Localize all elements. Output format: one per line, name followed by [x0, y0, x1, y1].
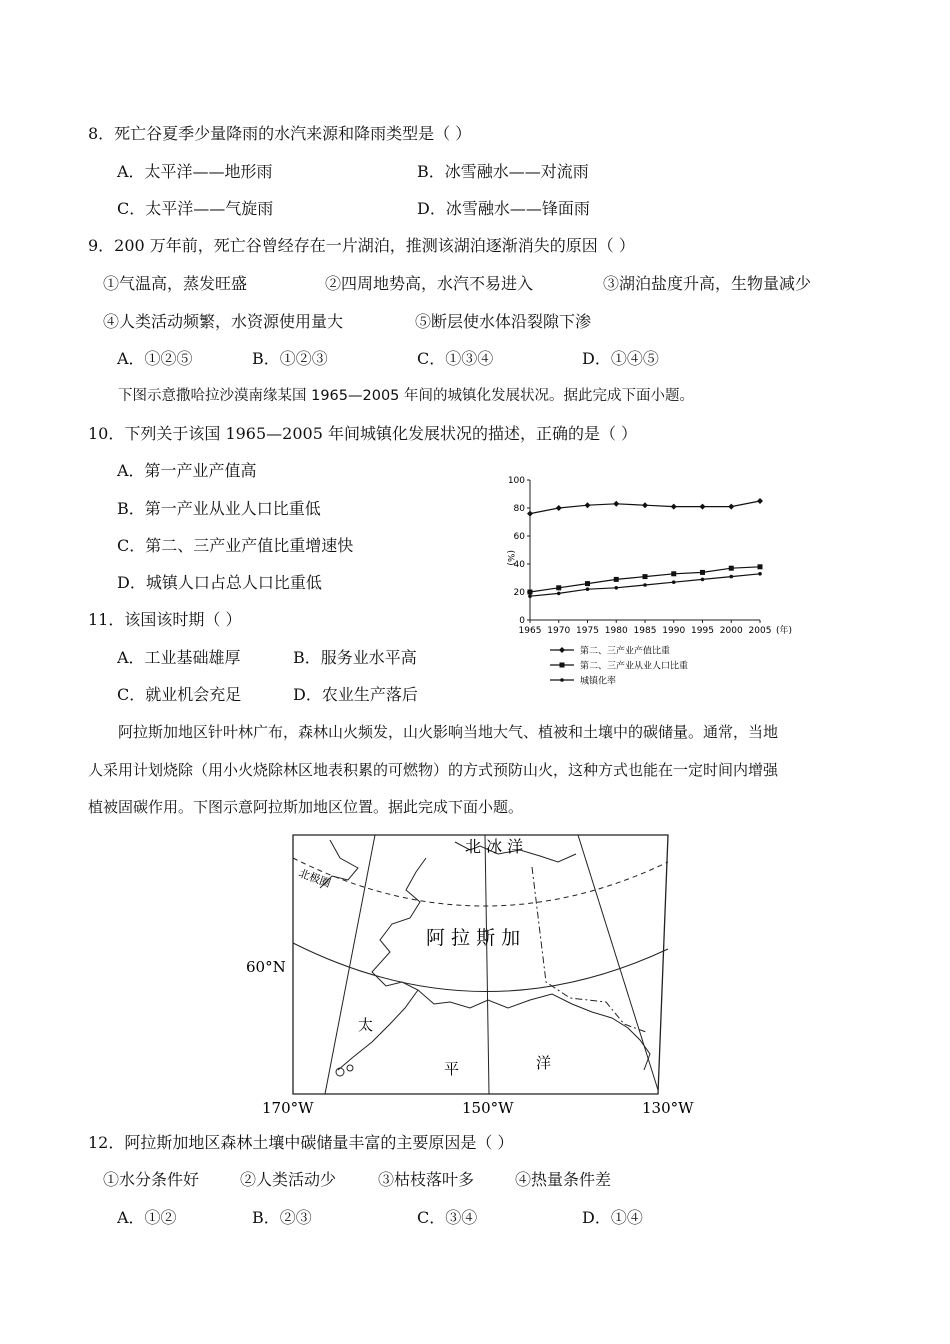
q9-item-4: ④人类活动频繁，水资源使用量大: [103, 312, 344, 331]
label-150w: 150°W: [462, 1099, 514, 1117]
q9-option-b: B．①②③: [252, 349, 328, 368]
border-line: [532, 867, 646, 1032]
islands: [336, 1068, 344, 1076]
q11-stem: 11．该国该时期（ ）: [88, 610, 242, 629]
data-point-2: [729, 575, 733, 579]
q12-item-1: ①水分条件好: [103, 1170, 200, 1189]
data-point-2: [701, 578, 705, 582]
x-tick-label: 1990: [662, 626, 686, 636]
intro-10: 下图示意撒哈拉沙漠南缘某国 1965—2005 年间的城镇化发展状况。据此完成下面小题。: [118, 388, 695, 404]
data-point-2: [758, 572, 762, 576]
q11-option-c: C．就业机会充足: [117, 685, 242, 704]
q12-option-c: C．③④: [417, 1208, 478, 1227]
x-tick-label: 1965: [518, 626, 542, 636]
q9-option-d: D．①④⑤: [582, 349, 659, 368]
legend-label-1: 第二、三产业从业人口比重: [580, 661, 689, 672]
q11-option-b: B．服务业水平高: [293, 648, 417, 667]
q8-option-c: C．太平洋——气旋雨: [117, 199, 274, 218]
x-tick-label: 2005: [748, 626, 772, 636]
data-point-2: [672, 580, 676, 584]
data-point-1: [700, 570, 705, 575]
q9-item-2: ②四周地势高，水汽不易进入: [325, 274, 534, 293]
islands: [347, 1065, 353, 1071]
label-170w: 170°W: [262, 1099, 314, 1117]
peninsula: [338, 990, 418, 1070]
legend-marker-2: [560, 678, 564, 682]
legend-marker-0: [559, 647, 565, 653]
q9-item-5: ⑤断层使水体沿裂隙下渗: [415, 312, 592, 331]
y-tick-label: 100: [507, 476, 525, 486]
q8-option-d: D．冰雪融水——锋面雨: [417, 199, 590, 218]
q12-option-b: B．②③: [252, 1208, 312, 1227]
label-130w: 130°W: [642, 1099, 694, 1117]
data-point-0: [585, 502, 591, 508]
label-pacific-2: 平: [444, 1060, 460, 1078]
x-tick-label: 2000: [719, 626, 743, 636]
chart-svg: [500, 470, 793, 690]
x-tick-label: 1980: [604, 626, 628, 636]
q10-option-b: B．第一产业从业人口比重低: [117, 499, 321, 518]
alaska-coastline: [372, 842, 650, 1070]
y-tick-label: 40: [513, 560, 525, 570]
q10-stem: 10．下列关于该国 1965—2005 年间城镇化发展状况的描述，正确的是（ ）: [88, 424, 638, 443]
x-tick-label: 1985: [633, 626, 657, 636]
data-point-0: [556, 505, 562, 511]
y-tick-label: 80: [513, 504, 525, 514]
q9-stem: 9．200 万年前，死亡谷曾经存在一片湖泊，推测该湖泊逐渐消失的原因（ ）: [88, 236, 635, 255]
intro-12-line2: 人采用计划烧除（用小火烧除林区地表积累的可燃物）的方式预防山火，这种方式也能在一定时间内增强: [88, 761, 779, 779]
y-tick-label: 0: [519, 616, 525, 626]
map-svg: [240, 832, 710, 1117]
x-tick-label: 1975: [576, 626, 599, 636]
data-point-0: [642, 502, 648, 508]
q12-item-3: ③枯枝落叶多: [378, 1170, 475, 1189]
label-arctic-ocean: 北 冰 洋: [465, 837, 524, 856]
y-axis-label: (%): [505, 550, 515, 566]
meridian-170w: [325, 835, 375, 1094]
series-line-1: [530, 567, 760, 592]
data-point-1: [585, 581, 590, 586]
data-point-0: [671, 504, 677, 510]
q12-stem: 12．阿拉斯加地区森林土壤中碳储量丰富的主要原因是（ ）: [88, 1133, 514, 1152]
q8-option-b: B．冰雪融水——对流雨: [417, 162, 589, 181]
q9-option-c: C．①③④: [417, 349, 494, 368]
data-point-1: [729, 566, 734, 571]
meridian-150w: [485, 835, 489, 1094]
arctic-circle: [293, 858, 668, 906]
data-point-0: [527, 511, 533, 517]
data-point-0: [613, 501, 619, 507]
q11-option-d: D．农业生产落后: [293, 685, 418, 704]
q10-option-a: A．第一产业产值高: [117, 461, 257, 480]
q9-item-3: ③湖泊盐度升高，生物量减少: [603, 274, 812, 293]
urbanization-chart: [500, 470, 793, 690]
intro-12-line1: 阿拉斯加地区针叶林广布，森林山火频发，山火影响当地大气、植被和土壤中的碳储量。通常，当地: [118, 723, 779, 741]
x-tick-label: 1995: [691, 626, 714, 636]
q12-item-4: ④热量条件差: [515, 1170, 612, 1189]
data-point-2: [557, 592, 561, 596]
data-point-1: [556, 585, 561, 590]
q11-option-a: A．工业基础雄厚: [117, 648, 241, 667]
meridian-130w: [578, 835, 658, 1090]
parallel-60n: [293, 943, 668, 992]
q12-option-d: D．①④: [582, 1208, 643, 1227]
data-point-1: [643, 574, 648, 579]
x-tick-label: 1970: [547, 626, 571, 636]
label-alaska: 阿 拉 斯 加: [426, 927, 521, 949]
q10-option-d: D．城镇人口占总人口比重低: [117, 573, 322, 592]
data-point-1: [614, 577, 619, 582]
legend-label-2: 城镇化率: [580, 676, 617, 687]
q12-option-a: A．①②: [117, 1208, 177, 1227]
q12-item-2: ②人类活动少: [240, 1170, 337, 1189]
label-pacific-1: 太: [358, 1016, 374, 1034]
data-point-1: [758, 564, 763, 569]
alaska-map: [240, 832, 710, 1117]
data-point-2: [586, 587, 590, 591]
data-point-2: [528, 594, 532, 598]
intro-12-line3: 植被固碳作用。下图示意阿拉斯加地区位置。据此完成下面小题。: [88, 798, 524, 816]
legend-marker-1: [560, 663, 565, 668]
map-frame: [293, 835, 668, 1094]
data-point-0: [728, 504, 734, 510]
q9-item-1: ①气温高，蒸发旺盛: [103, 274, 248, 293]
data-point-1: [671, 571, 676, 576]
legend-label-0: 第二、三产业产值比重: [580, 646, 671, 657]
label-pacific-3: 洋: [536, 1054, 552, 1072]
data-point-0: [700, 504, 706, 510]
label-60n: 60°N: [246, 958, 286, 976]
q10-option-c: C．第二、三产业产值比重增速快: [117, 536, 354, 555]
data-point-0: [757, 498, 763, 504]
data-point-1: [528, 590, 533, 595]
q9-option-a: A．①②⑤: [117, 349, 193, 368]
data-point-2: [614, 586, 618, 590]
y-tick-label: 60: [513, 532, 525, 542]
q8-stem: 8．死亡谷夏季少量降雨的水汽来源和降雨类型是（ ）: [88, 124, 472, 143]
x-axis-label: (年): [776, 626, 793, 636]
label-arctic-circle: 北极圈: [296, 866, 333, 891]
y-tick-label: 20: [513, 588, 525, 598]
data-point-2: [643, 583, 647, 587]
q8-option-a: A．太平洋——地形雨: [117, 162, 273, 181]
